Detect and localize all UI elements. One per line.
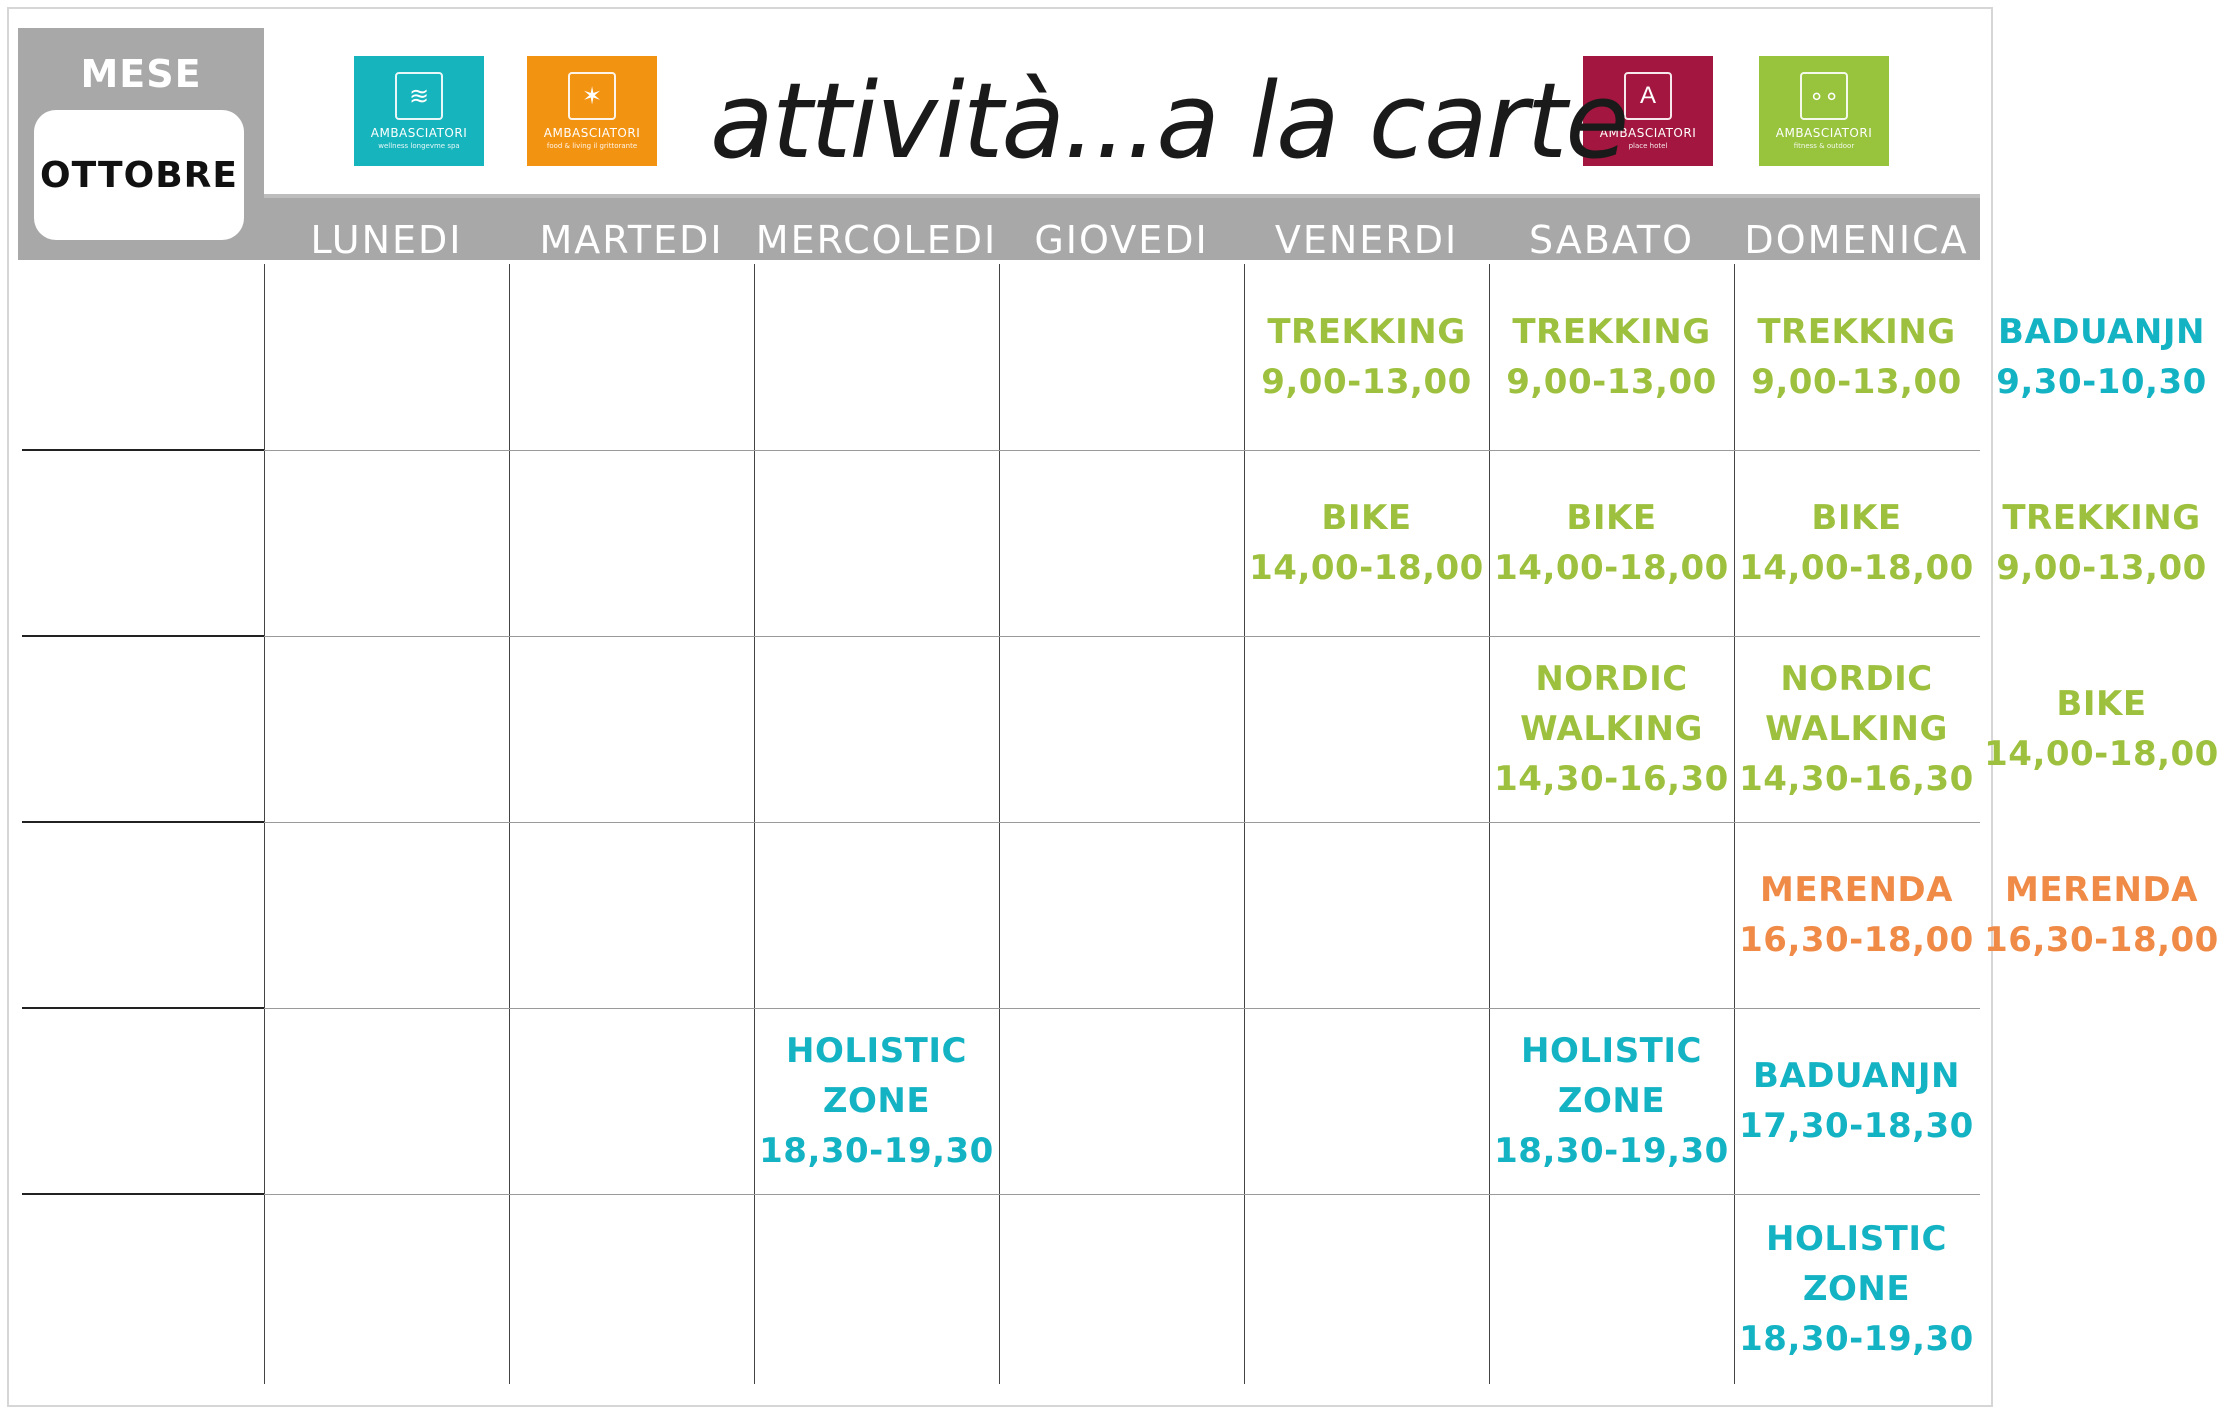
activity-name: ZONE [1557,1081,1666,1121]
activity-cell [1979,264,2224,450]
day-header-giovedi: GIOVEDI [1034,218,1209,262]
activity-time: 14,00-18,00 [1739,548,1974,588]
logo-brand: AMBASCIATORI [370,126,468,140]
logo-brand: AMBASCIATORI [1775,126,1873,140]
grid-column-line [509,264,510,1384]
activity-cell [1734,636,1979,822]
activity-time: 9,30-10,30 [1996,362,2207,402]
brand-logo [354,56,484,166]
logo-brand: AMBASCIATORI [543,126,641,140]
day-header-venerdi: VENERDI [1274,218,1459,262]
logo-subtitle: fitness & outdoor [1793,142,1855,150]
activity-cell [1734,1194,1979,1384]
activity-cell [1489,450,1734,636]
grid-row-line [22,635,264,637]
logo-subtitle: food & living il grittorante [546,142,638,150]
activity-name: BADUANJN [1998,312,2205,352]
activity-name: BIKE [1811,498,1902,538]
activity-time: 9,00-13,00 [1751,362,1962,402]
activity-name: WALKING [1520,709,1703,749]
hotel-icon: A [1624,72,1672,120]
spa-icon: ≋ [395,72,443,120]
grid-row-line [22,821,264,823]
activity-time: 18,30-19,30 [1494,1131,1729,1171]
activity-name: TREKKING [1512,312,1711,352]
day-header-domenica: DOMENICA [1744,218,1969,262]
day-header-sabato: SABATO [1528,218,1695,262]
weekday-header [264,194,1980,260]
activity-time: 14,00-18,00 [1984,734,2219,774]
activity-name: BADUANJN [1753,1056,1960,1096]
day-header-mercoledi: MERCOLEDI [755,218,998,262]
activity-time: 18,30-19,30 [759,1131,994,1171]
logo-subtitle: wellness longevme spa [378,142,460,150]
bike-icon: ∘∘ [1800,72,1848,120]
grid-row-line [22,449,264,451]
grid-column-line [754,264,755,1384]
activity-name: HOLISTIC [786,1031,967,1071]
grid-column-line [264,264,265,1384]
activity-time: 18,30-19,30 [1739,1319,1974,1359]
activity-time: 16,30-18,00 [1984,920,2219,960]
grid-row-line [22,1007,264,1009]
month-label: MESE [80,52,202,96]
activity-cell [1734,450,1979,636]
activity-name: HOLISTIC [1521,1031,1702,1071]
activity-name: ZONE [1802,1269,1911,1309]
activity-cell [1734,1008,1979,1194]
logo-brand: AMBASCIATORI [1599,126,1697,140]
activity-time: 17,30-18,30 [1739,1106,1974,1146]
activity-name: NORDIC [1535,659,1688,699]
activity-name: NORDIC [1780,659,1933,699]
header-divider [264,194,1980,198]
activity-cell [1979,822,2224,1008]
activity-cell [1489,636,1734,822]
activity-cell [1244,264,1489,450]
activity-name: MERENDA [1760,870,1953,910]
brand-logo [527,56,657,166]
activity-cell [1979,636,2224,822]
activity-name: TREKKING [1757,312,1956,352]
grid-row-line [22,1193,264,1195]
activity-cell [1979,450,2224,636]
activity-name: BIKE [1321,498,1412,538]
activity-cell [1244,450,1489,636]
activity-time: 14,00-18,00 [1249,548,1484,588]
activity-time: 9,00-13,00 [1506,362,1717,402]
month-name: OTTOBRE [34,110,244,240]
activity-time: 16,30-18,00 [1739,920,1974,960]
logo-subtitle: place hotel [1628,142,1668,150]
activity-name: MERENDA [2005,870,2198,910]
activity-name: TREKKING [1267,312,1466,352]
activity-time: 14,00-18,00 [1494,548,1729,588]
activity-name: WALKING [1765,709,1948,749]
grid-row-line [264,822,1980,823]
activity-name: BIKE [1566,498,1657,538]
activity-time: 9,00-13,00 [1996,548,2207,588]
activity-name: BIKE [2056,684,2147,724]
activity-time: 9,00-13,00 [1261,362,1472,402]
activity-name: HOLISTIC [1766,1219,1947,1259]
brand-logo [1759,56,1889,166]
grid-column-line [999,264,1000,1384]
day-header-martedi: MARTEDI [539,218,724,262]
food-icon: ✶ [568,72,616,120]
activity-cell [1734,264,1979,450]
activity-cell [1734,822,1979,1008]
activity-time: 14,30-16,30 [1739,759,1974,799]
month-block [18,28,264,260]
grid-row-line [264,1194,1980,1195]
day-header-lunedi: LUNEDI [310,218,463,262]
activity-name: TREKKING [2002,498,2201,538]
activity-time: 14,30-16,30 [1494,759,1729,799]
page-title: attività...a la carte [710,60,1628,182]
activity-cell [754,1008,999,1194]
activity-cell [1489,264,1734,450]
activity-name: ZONE [822,1081,931,1121]
activity-cell [1489,1008,1734,1194]
